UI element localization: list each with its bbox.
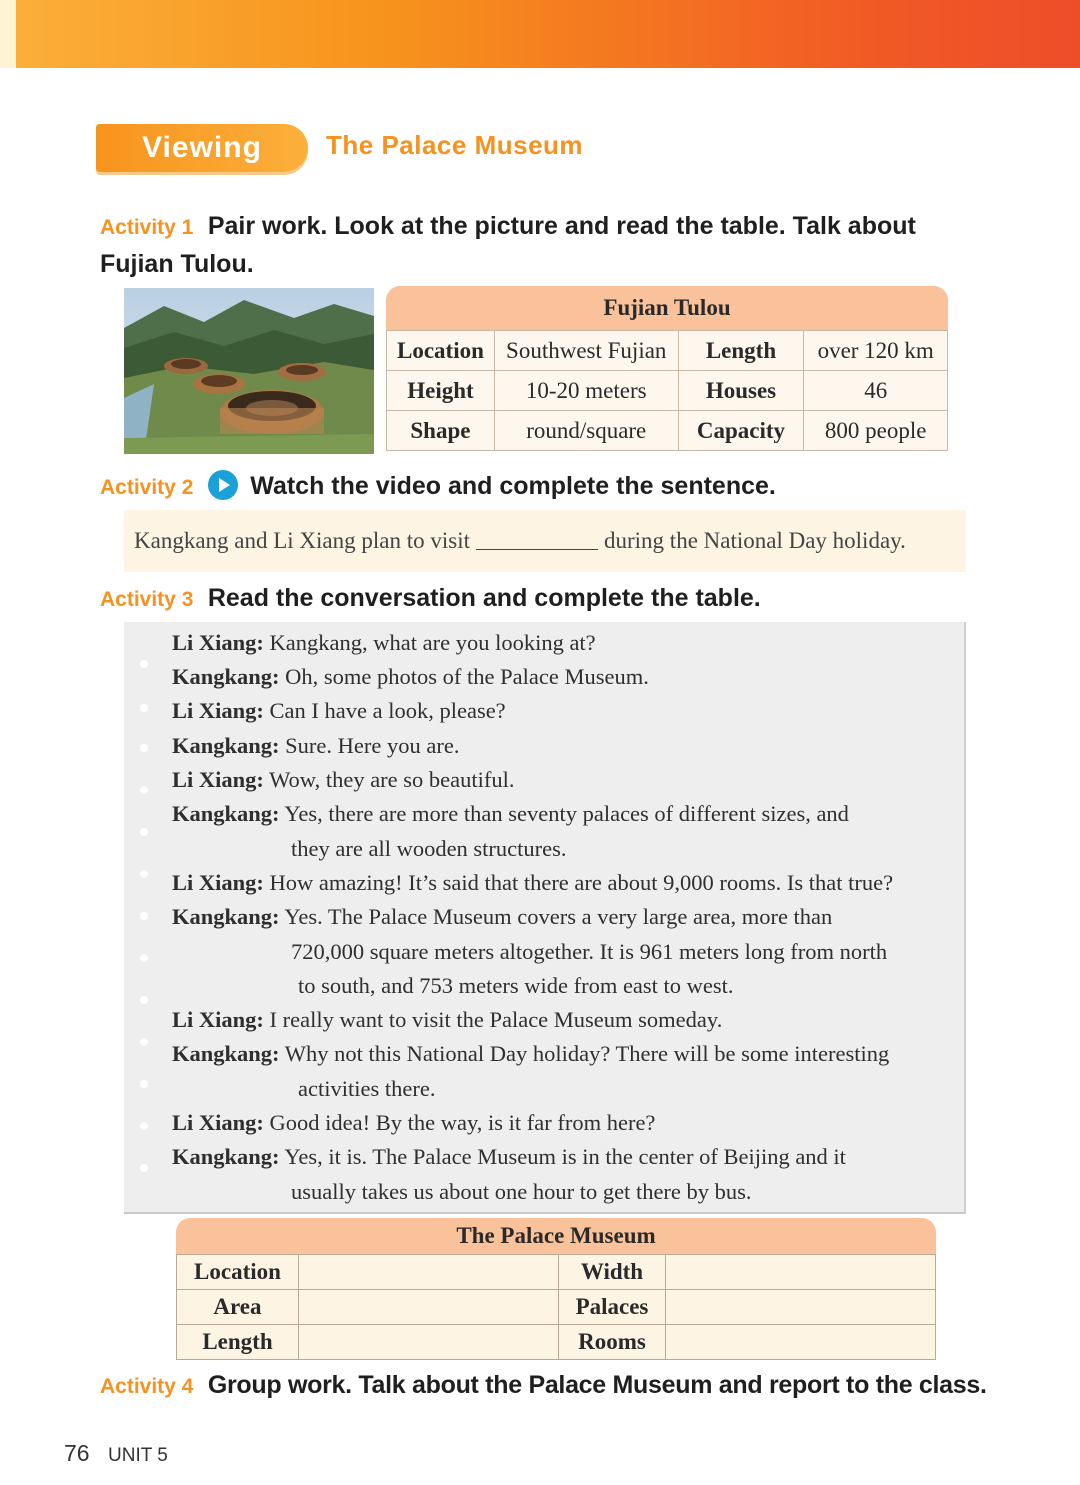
- page-edge: [0, 0, 16, 68]
- table-row: [177, 1290, 936, 1325]
- speaker: Li Xiang:: [172, 767, 264, 792]
- binding-dot: [140, 954, 148, 962]
- table-cell: Area: [177, 1290, 299, 1325]
- table-row: [177, 1325, 936, 1360]
- palace-museum-table-title: The Palace Museum: [176, 1218, 936, 1254]
- activity-2-heading: [100, 470, 776, 501]
- speaker: Kangkang:: [172, 1144, 280, 1169]
- utterance: Good idea! By the way, is it far from here?: [269, 1110, 656, 1135]
- dialog-line: [172, 767, 515, 793]
- speaker: Kangkang:: [172, 1041, 280, 1066]
- utterance: Can I have a look, please?: [269, 698, 506, 723]
- dialog-line: [172, 870, 893, 896]
- palace-museum-table: [176, 1218, 936, 1360]
- table-row: [387, 331, 948, 371]
- sentence-blank[interactable]: [476, 529, 598, 550]
- section-label: Viewing: [96, 124, 308, 172]
- utterance: Wow, they are so beautiful.: [269, 767, 515, 792]
- answer-cell[interactable]: [666, 1255, 936, 1290]
- utterance: to south, and 753 meters wide from east to west.: [298, 973, 734, 998]
- binding-dot: [140, 744, 148, 752]
- binding-dot: [140, 828, 148, 836]
- utterance: Yes. The Palace Museum covers a very large area, more than: [284, 904, 833, 929]
- dialog-line: [172, 1007, 722, 1033]
- section-title: The Palace Museum: [326, 130, 584, 160]
- table-cell: Location: [387, 331, 495, 371]
- binding-dot: [140, 996, 148, 1004]
- table-cell: Length: [177, 1325, 299, 1360]
- speaker: Li Xiang:: [172, 870, 264, 895]
- utterance: Yes, it is. The Palace Museum is in the center of Beijing and it: [284, 1144, 846, 1169]
- answer-cell[interactable]: [298, 1255, 558, 1290]
- binding-dot: [140, 912, 148, 920]
- page-footer: [64, 1440, 168, 1467]
- speaker: Kangkang:: [172, 733, 280, 758]
- activity-3-label: Activity 3: [100, 588, 194, 611]
- activity-1-instruction: Pair work. Look at the picture and read the table. Talk about: [207, 212, 916, 240]
- utterance: Sure. Here you are.: [285, 733, 460, 758]
- fill-in-sentence: [124, 510, 966, 572]
- binding-dot: [140, 786, 148, 794]
- sentence-after: during the National Day holiday.: [604, 528, 906, 553]
- table-cell: Length: [678, 331, 804, 371]
- table-cell: over 120 km: [804, 331, 948, 371]
- unit-label: UNIT 5: [108, 1445, 168, 1466]
- utterance: they are all wooden structures.: [291, 836, 567, 861]
- table-cell: Width: [558, 1255, 666, 1290]
- answer-cell[interactable]: [666, 1290, 936, 1325]
- speaker: Li Xiang:: [172, 1007, 264, 1032]
- dialog-line: [172, 664, 649, 690]
- tulou-landscape-image: [124, 288, 374, 454]
- utterance: Kangkang, what are you looking at?: [269, 630, 596, 655]
- table-cell: Southwest Fujian: [494, 331, 678, 371]
- activity-2-instruction: Watch the video and complete the sentence.: [250, 472, 776, 500]
- activity-1-heading: [100, 212, 916, 241]
- table-cell: Capacity: [678, 411, 804, 451]
- binding-dot: [140, 660, 148, 668]
- table-cell: Height: [387, 371, 495, 411]
- table-cell: 10-20 meters: [494, 371, 678, 411]
- activity-2-label: Activity 2: [100, 476, 194, 499]
- table-cell: round/square: [494, 411, 678, 451]
- activity-3-instruction: Read the conversation and complete the table.: [207, 584, 761, 612]
- speaker: Kangkang:: [172, 664, 280, 689]
- dialog-line: [172, 1041, 889, 1067]
- answer-cell[interactable]: [666, 1325, 936, 1360]
- utterance: activities there.: [298, 1076, 436, 1101]
- activity-1-label: Activity 1: [100, 216, 194, 239]
- sentence-before: Kangkang and Li Xiang plan to visit: [134, 528, 470, 553]
- fujian-tulou-table: [386, 286, 948, 451]
- answer-cell[interactable]: [298, 1290, 558, 1325]
- activity-4-heading: [100, 1371, 987, 1400]
- table-cell: Shape: [387, 411, 495, 451]
- answer-cell[interactable]: [298, 1325, 558, 1360]
- dialog-line: [172, 904, 832, 930]
- utterance: 720,000 square meters altogether. It is 961 meters long from north: [291, 939, 888, 964]
- utterance: Yes, there are more than seventy palaces of different sizes, and: [284, 801, 849, 826]
- speaker: Li Xiang:: [172, 698, 264, 723]
- binding-dot: [140, 1122, 148, 1130]
- dialog-line: [172, 733, 459, 759]
- activity-4-label: Activity 4: [100, 1375, 194, 1398]
- conversation-box: [124, 622, 966, 1214]
- activity-1-heading-cont: [100, 250, 254, 279]
- binding-dot: [140, 704, 148, 712]
- table-row: [177, 1255, 936, 1290]
- table-cell: Location: [177, 1255, 299, 1290]
- utterance: How amazing! It’s said that there are about 9,000 rooms. Is that true?: [269, 870, 894, 895]
- speaker: Li Xiang:: [172, 1110, 264, 1135]
- utterance: I really want to visit the Palace Museum someday.: [269, 1007, 723, 1032]
- table-cell: 800 people: [804, 411, 948, 451]
- dialog-line: [172, 1110, 655, 1136]
- fujian-tulou-photo: [124, 288, 374, 454]
- binding-dot: [140, 870, 148, 878]
- play-video-icon[interactable]: [208, 470, 238, 500]
- table-cell: Palaces: [558, 1290, 666, 1325]
- speaker: Kangkang:: [172, 801, 280, 826]
- activity-4-instruction: Group work. Talk about the Palace Museum and report to the class.: [207, 1371, 987, 1399]
- fujian-tulou-table-title: Fujian Tulou: [386, 286, 948, 330]
- binding-dot: [140, 1164, 148, 1172]
- activity-1-instruction-cont: Fujian Tulou.: [100, 250, 254, 278]
- dialog-line: [291, 939, 887, 965]
- table-cell: Rooms: [558, 1325, 666, 1360]
- dialog-line: [298, 973, 734, 999]
- speaker: Li Xiang:: [172, 630, 264, 655]
- dialog-line: [172, 630, 596, 656]
- speaker: Kangkang:: [172, 904, 280, 929]
- binding-dot: [140, 1038, 148, 1046]
- binding-dot: [140, 1080, 148, 1088]
- dialog-line: [172, 698, 506, 724]
- dialog-line: [172, 1144, 846, 1170]
- utterance: Oh, some photos of the Palace Museum.: [285, 664, 649, 689]
- table-cell: Houses: [678, 371, 804, 411]
- dialog-line: [291, 1179, 752, 1205]
- header-color-band: [0, 0, 1080, 68]
- dialog-line: [298, 1076, 435, 1102]
- utterance: Why not this National Day holiday? There will be some interesting: [284, 1041, 890, 1066]
- table-row: [387, 411, 948, 451]
- page-number: 76: [64, 1440, 90, 1466]
- utterance: usually takes us about one hour to get there by bus.: [291, 1179, 752, 1204]
- activity-3-heading: [100, 584, 761, 613]
- table-cell: 46: [804, 371, 948, 411]
- dialog-line: [172, 801, 849, 827]
- table-row: [387, 371, 948, 411]
- dialog-line: [291, 836, 567, 862]
